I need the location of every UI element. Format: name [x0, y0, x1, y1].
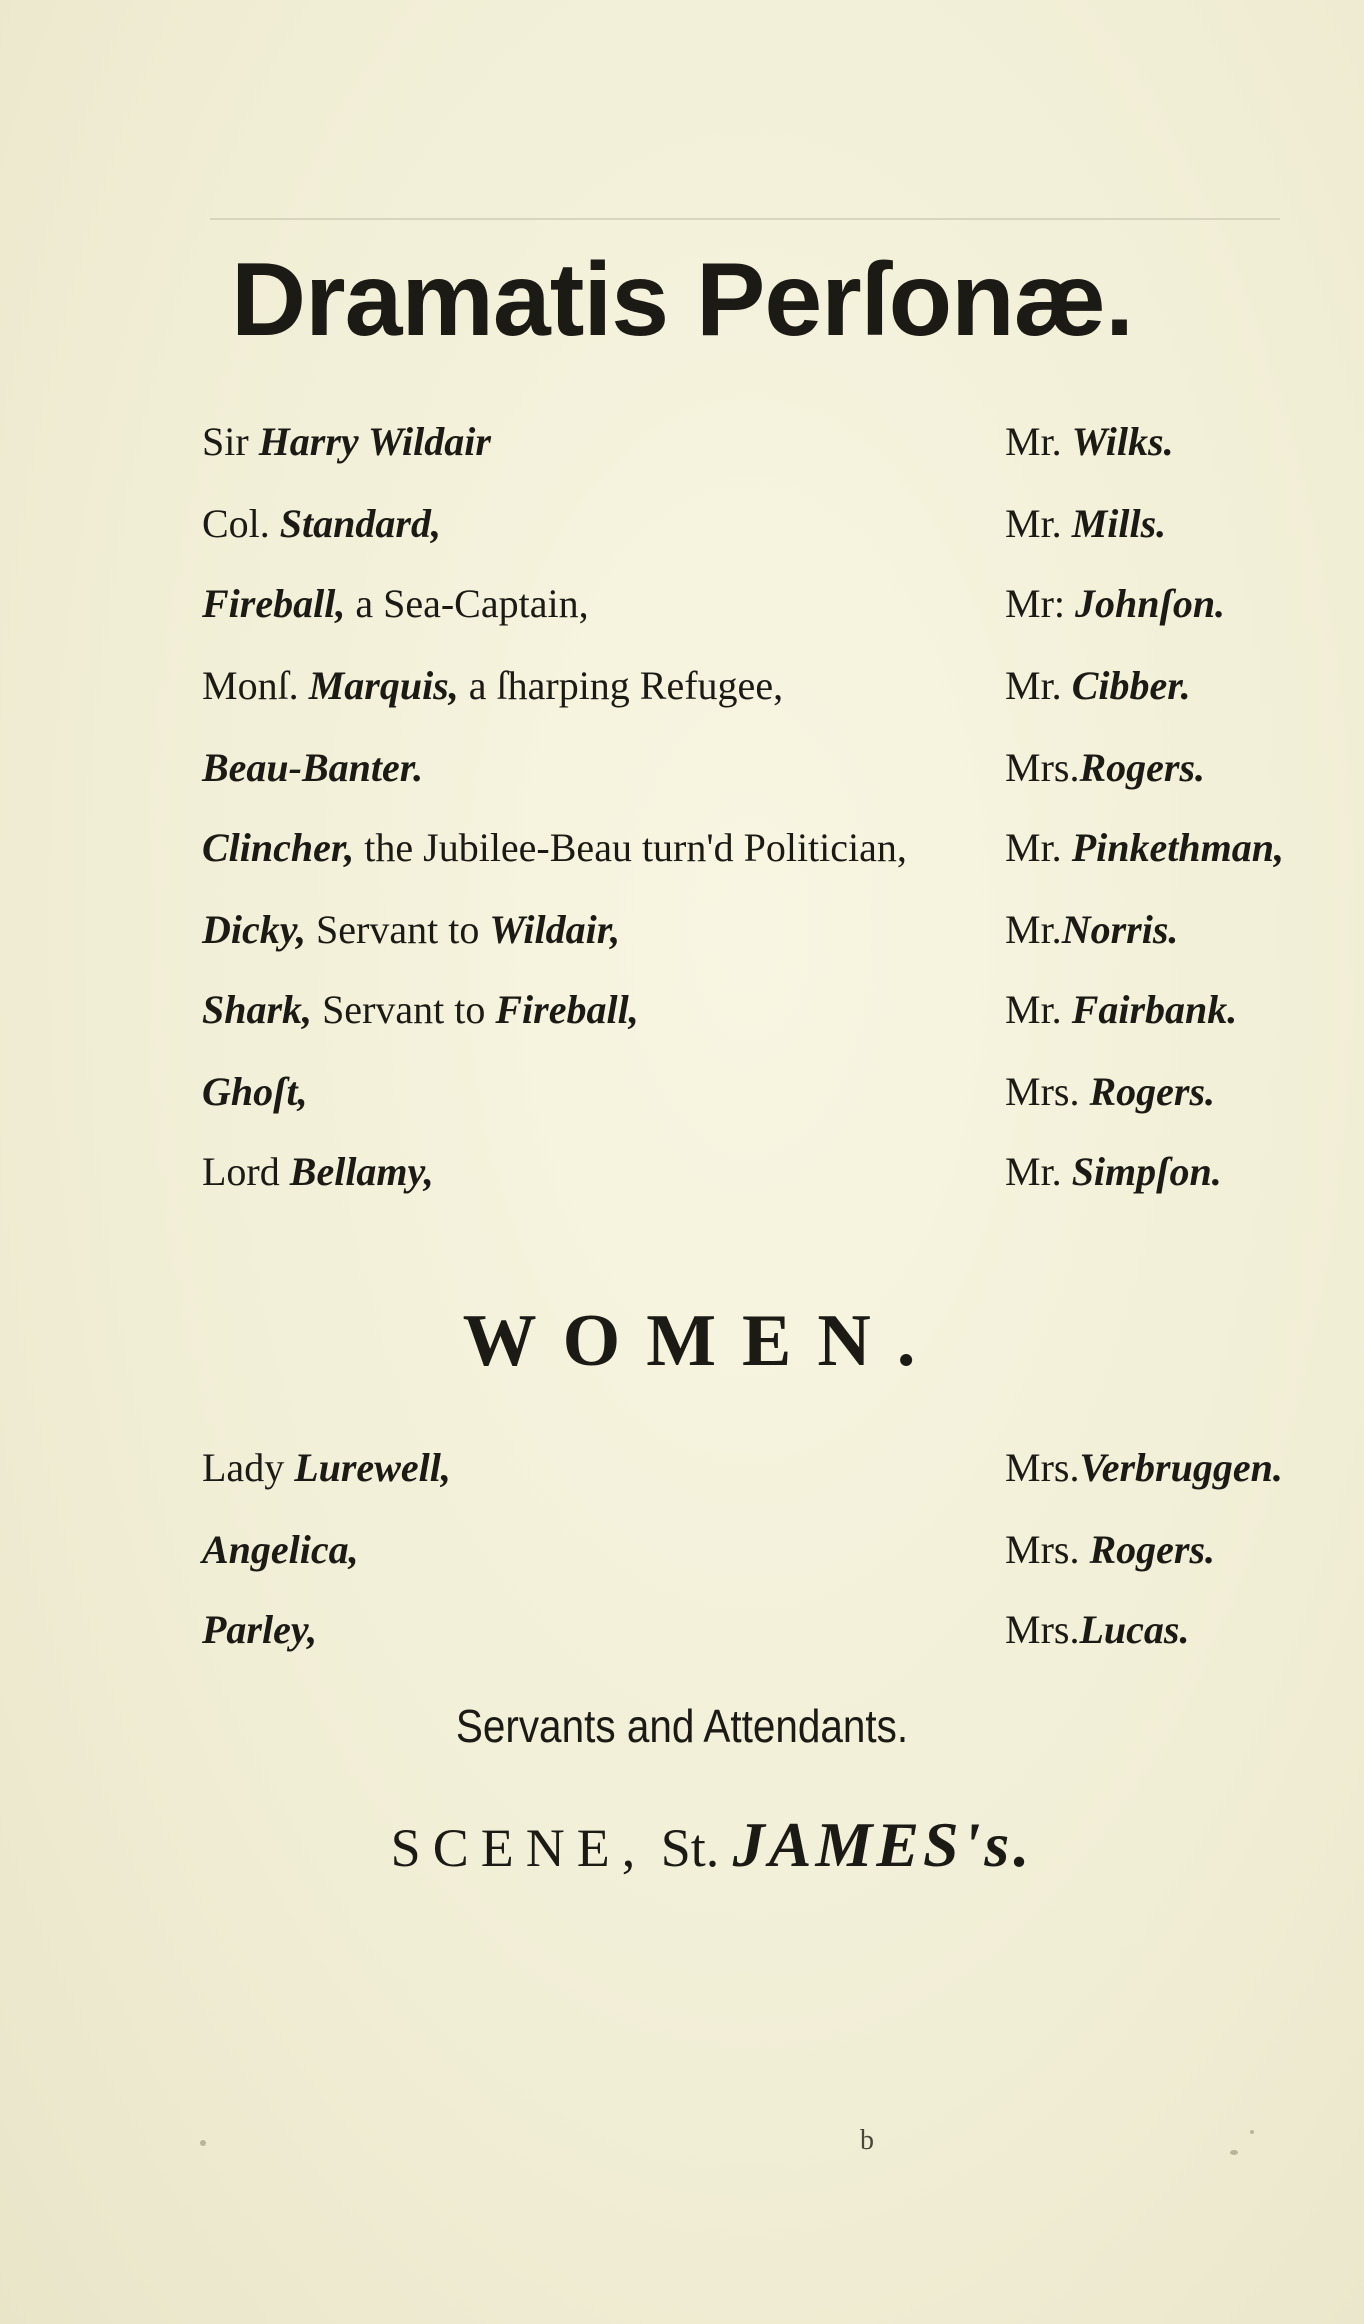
paper-speck [1230, 2150, 1238, 2155]
character-text: the Jubilee-Beau turn'd Politician, [354, 825, 907, 870]
character-italic: Clincher, [202, 825, 355, 870]
cast-row [0, 738, 1364, 798]
character-name [202, 818, 907, 878]
actor-surname: Simpſon. [1071, 1149, 1222, 1194]
character-name [202, 1438, 451, 1498]
actor-title: Mr. [1005, 419, 1072, 464]
actor-name [1005, 1062, 1215, 1122]
actor-name [1005, 574, 1225, 634]
scene-place: JAMES's. [732, 1809, 1034, 1880]
actor-name [1005, 656, 1191, 716]
actor-title: Mr. [1005, 987, 1072, 1032]
actor-name [1005, 900, 1178, 960]
character-italic: Fireball, [202, 581, 346, 626]
actor-name [1005, 980, 1237, 1040]
character-name [202, 412, 491, 472]
character-name [202, 738, 423, 798]
actor-title: Mrs. [1005, 1527, 1090, 1572]
cast-row [0, 412, 1364, 472]
character-italic: Shark, [202, 987, 313, 1032]
actor-name [1005, 1142, 1222, 1202]
actor-title: Mrs. [1005, 745, 1080, 790]
actor-name [1005, 1600, 1189, 1660]
actor-surname: Johnſon. [1075, 581, 1226, 626]
actor-title: Mr. [1005, 907, 1062, 952]
cast-row [0, 1438, 1364, 1498]
character-italic: Dicky, [202, 907, 307, 952]
character-italic: Lurewell, [294, 1445, 451, 1490]
signature-mark: b [860, 2125, 874, 2156]
character-text: Sir [202, 419, 259, 464]
actor-surname: Norris. [1061, 907, 1179, 952]
actor-name [1005, 1520, 1215, 1580]
character-name [202, 1520, 359, 1580]
character-name [202, 980, 639, 1040]
actor-title: Mr. [1005, 663, 1072, 708]
character-text: Lady [202, 1445, 295, 1490]
paper-speck [1250, 2130, 1254, 2134]
character-text: Servant to [312, 987, 496, 1032]
actor-title: Mrs. [1005, 1069, 1090, 1114]
cast-row [0, 656, 1364, 716]
character-italic: Marquis, [308, 663, 459, 708]
character-text: Servant to [306, 907, 490, 952]
character-italic: Standard, [279, 501, 441, 546]
character-italic: Beau-Banter. [202, 745, 424, 790]
character-italic: Angelica, [202, 1527, 359, 1572]
cast-row [0, 1600, 1364, 1660]
header-rule [210, 218, 1280, 220]
character-italic: Harry Wildair [258, 419, 491, 464]
actor-surname: Verbruggen. [1079, 1445, 1283, 1490]
actor-title: Mr: [1005, 581, 1075, 626]
paper-speck [200, 2140, 206, 2146]
actor-title: Mr. [1005, 825, 1072, 870]
cast-row [0, 900, 1364, 960]
actor-title: Mrs. [1005, 1607, 1080, 1652]
character-name [202, 1600, 317, 1660]
character-text: a ſharping Refugee, [458, 663, 784, 708]
character-italic: Ghoſt, [202, 1069, 308, 1114]
scene-saint: St. [647, 1818, 733, 1878]
character-italic: Fireball, [495, 987, 639, 1032]
actor-surname: Lucas. [1079, 1607, 1190, 1652]
cast-row [0, 818, 1364, 878]
character-text: Col. [202, 501, 280, 546]
actor-name [1005, 412, 1174, 472]
actor-surname: Rogers. [1089, 1069, 1216, 1114]
actor-title: Mr. [1005, 1149, 1072, 1194]
actor-surname: Cibber. [1071, 663, 1191, 708]
character-italic: Bellamy, [289, 1149, 434, 1194]
page-title: Dramatis Perſonæ. [231, 242, 1133, 358]
actor-surname: Pinkethman, [1071, 825, 1284, 870]
cast-row [0, 1520, 1364, 1580]
character-name [202, 656, 783, 716]
cast-row [0, 1142, 1364, 1202]
actor-name [1005, 738, 1205, 798]
character-italic: Wildair, [489, 907, 621, 952]
cast-row [0, 494, 1364, 554]
character-name [202, 494, 441, 554]
character-text: Monſ. [202, 663, 309, 708]
character-text: a Sea-Captain, [345, 581, 589, 626]
cast-row [0, 574, 1364, 634]
character-text: Lord [202, 1149, 290, 1194]
character-name [202, 1142, 434, 1202]
actor-title: Mrs. [1005, 1445, 1080, 1490]
character-name [202, 900, 620, 960]
actor-name [1005, 1438, 1283, 1498]
servants-line: Servants and Attendants. [455, 1700, 909, 1752]
actor-surname: Fairbank. [1071, 987, 1238, 1032]
actor-title: Mr. [1005, 501, 1072, 546]
actor-surname: Rogers. [1079, 745, 1206, 790]
cast-row [0, 980, 1364, 1040]
character-name [202, 1062, 308, 1122]
actor-surname: Rogers. [1089, 1527, 1216, 1572]
actor-surname: Mills. [1071, 501, 1167, 546]
character-name [202, 574, 589, 634]
actor-name [1005, 818, 1284, 878]
character-italic: Parley, [202, 1607, 318, 1652]
actor-surname: Wilks. [1071, 419, 1174, 464]
actor-name [1005, 494, 1166, 554]
scene-label: SCENE, [390, 1818, 648, 1878]
cast-row [0, 1062, 1364, 1122]
scene-line [0, 1810, 1364, 1883]
women-heading: WOMEN. [462, 1300, 942, 1382]
